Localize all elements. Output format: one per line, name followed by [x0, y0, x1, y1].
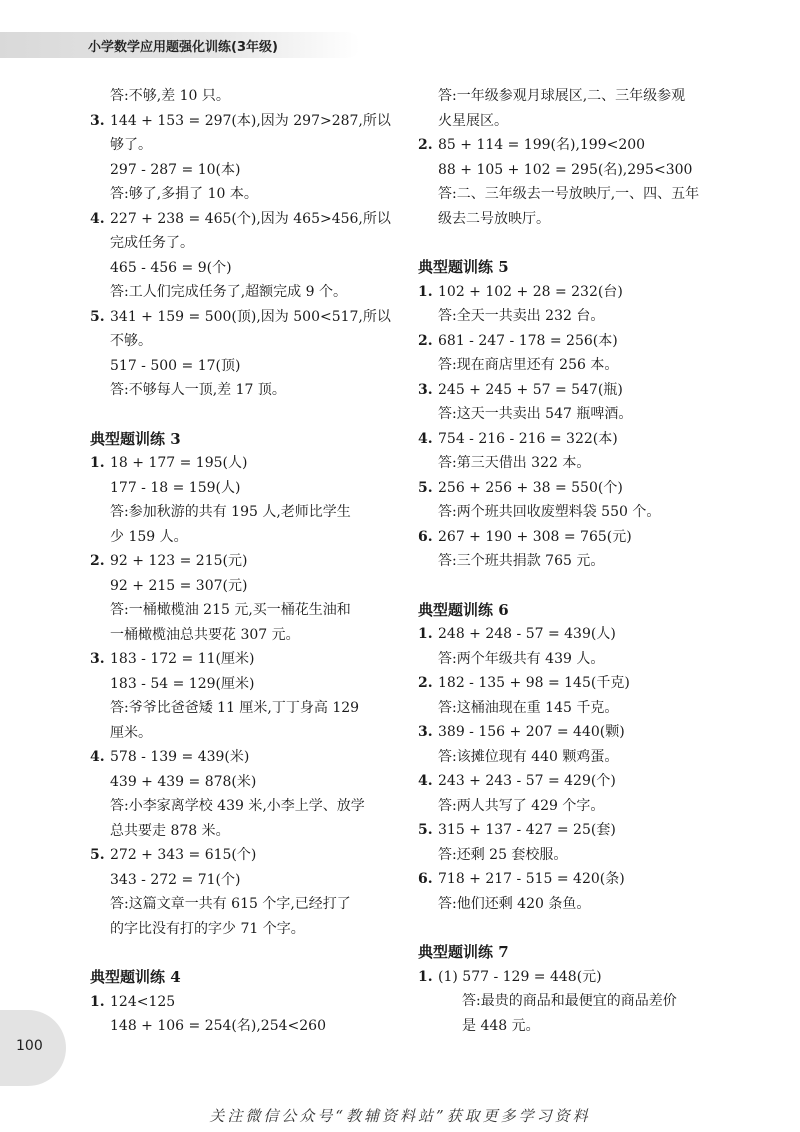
right-column: [418, 84, 723, 1038]
problem-line: [418, 525, 723, 550]
line-text: 答:这天一共卖出 547 瓶啤酒。: [438, 406, 633, 422]
line-text: 517 - 500 = 17(顶): [110, 357, 241, 374]
line-text: 级去二号放映厅。: [438, 210, 550, 227]
problem-number: 3.: [418, 381, 433, 398]
problem-number: 1.: [418, 968, 433, 985]
line-text: 是 448 元。: [462, 1017, 540, 1034]
problem-number: 3.: [90, 112, 105, 129]
answer-line: [90, 770, 395, 795]
problem-line: [90, 305, 395, 330]
line-text: 315 + 137 - 427 = 25(套): [438, 822, 616, 838]
line-text: 答:还剩 25 套校服。: [438, 846, 568, 863]
problem-line: [418, 622, 723, 647]
line-text: 88 + 105 + 102 = 295(名),295<300: [438, 161, 693, 178]
answer-line: [90, 868, 395, 893]
problem-line: [90, 451, 395, 476]
line-text: 答:两人共写了 429 个字。: [438, 797, 605, 814]
problem-number: 3.: [418, 724, 433, 740]
line-text: 18 + 177 = 195(人): [110, 455, 248, 471]
line-text: 144 + 153 = 297(本),因为 297>287,所以: [110, 112, 391, 129]
answer-line: [90, 721, 395, 746]
problem-number: 2.: [418, 675, 433, 691]
answer-line: [90, 623, 395, 648]
answer-line: [90, 158, 395, 183]
line-text: 答:一桶橄榄油 215 元,买一桶花生油和: [110, 602, 351, 618]
line-text: 124<125: [110, 993, 176, 1010]
line-text: 177 - 18 = 159(人): [110, 479, 241, 496]
section-gap: [418, 916, 723, 940]
line-text: 578 - 139 = 439(米): [110, 749, 250, 765]
answer-line: [90, 525, 395, 550]
line-text: 少 159 人。: [110, 528, 188, 545]
line-text: 够了。: [110, 137, 152, 153]
line-text: 答:这桶油现在重 145 千克。: [438, 699, 619, 716]
line-text: 答:够了,多捐了 10 本。: [110, 186, 258, 202]
answer-line: [418, 647, 723, 672]
line-text: 不够。: [110, 333, 152, 349]
answer-line: [90, 500, 395, 525]
answer-line: [90, 378, 395, 403]
problem-number: 4.: [418, 773, 433, 789]
answer-line: [418, 549, 723, 574]
line-text: (1) 577 - 129 = 448(元): [438, 968, 602, 985]
problem-line: [90, 990, 395, 1015]
answer-line: [418, 745, 723, 770]
problem-line: [90, 549, 395, 574]
line-text: 的字比没有打的字少 71 个字。: [110, 920, 305, 937]
answer-line: [418, 402, 723, 427]
answer-line: [90, 819, 395, 844]
problem-number: 1.: [90, 455, 105, 471]
line-text: 183 - 172 = 11(厘米): [110, 651, 255, 667]
line-text: 答:两个年级共有 439 人。: [438, 650, 605, 667]
line-text: 297 - 287 = 10(本): [110, 161, 241, 178]
problem-number: 6.: [418, 528, 433, 545]
answer-line: [418, 892, 723, 917]
line-text: 答:三个班共捐款 765 元。: [438, 553, 605, 569]
page-number: 100: [16, 1038, 43, 1054]
problem-line: [418, 818, 723, 843]
problem-number: 1.: [418, 626, 433, 642]
answer-line: [90, 84, 395, 109]
line-text: 256 + 256 + 38 = 550(个): [438, 479, 623, 496]
answer-line: [418, 158, 723, 183]
answer-line: [418, 1014, 723, 1039]
problem-number: 5.: [418, 822, 433, 838]
answer-line: [418, 84, 723, 109]
line-text: 答:全天一共卖出 232 台。: [438, 308, 605, 324]
answer-line: [418, 109, 723, 134]
problem-number: 4.: [90, 749, 105, 765]
line-text: 答:二、三年级去一号放映厅,一、四、五年: [438, 186, 700, 202]
problem-number: 5.: [90, 308, 105, 325]
line-text: 答:一年级参观月球展区,二、三年级参观: [438, 88, 686, 104]
line-text: 341 + 159 = 500(顶),因为 500<517,所以: [110, 308, 391, 325]
line-text: 754 - 216 - 216 = 322(本): [438, 430, 618, 447]
footer-watermark-note: 关注微信公众号“教辅资料站”获取更多学习资料: [209, 1107, 591, 1125]
section-heading: 典型题训练 3: [90, 429, 181, 448]
section-heading: 典型题训练 5: [418, 258, 509, 276]
answer-line: [418, 989, 723, 1014]
line-text: 答:两个班共回收废塑料袋 550 个。: [438, 504, 661, 520]
section-heading: 典型题训练 6: [418, 600, 509, 619]
line-text: 答:不够,差 10 只。: [110, 88, 230, 104]
line-text: 厘米。: [110, 724, 152, 741]
problem-number: 2.: [90, 553, 105, 569]
line-text: 182 - 135 + 98 = 145(千克): [438, 675, 630, 691]
line-text: 92 + 215 = 307(元): [110, 577, 248, 594]
line-text: 267 + 190 + 308 = 765(元): [438, 528, 632, 545]
line-text: 439 + 439 = 878(米): [110, 773, 257, 790]
problem-line: [418, 329, 723, 354]
line-text: 答:第三天借出 322 本。: [438, 455, 591, 471]
problem-number: 1.: [90, 993, 105, 1010]
problem-number: 6.: [418, 871, 433, 887]
problem-number: 2.: [418, 137, 433, 153]
problem-line: [418, 720, 723, 745]
section-gap: [90, 403, 395, 427]
answer-line: [90, 133, 395, 158]
answer-line: [90, 329, 395, 354]
problem-line: [90, 647, 395, 672]
answer-line: [90, 231, 395, 256]
problem-number: 5.: [90, 847, 105, 863]
line-text: 718 + 217 - 515 = 420(条): [438, 871, 625, 887]
answer-line: [90, 917, 395, 942]
answer-line: [90, 892, 395, 917]
problem-number: 4.: [418, 430, 433, 447]
answer-line: [90, 696, 395, 721]
problem-line: [418, 427, 723, 452]
line-text: 343 - 272 = 71(个): [110, 871, 241, 888]
section-heading: 典型题训练 7: [418, 943, 509, 961]
problem-line: [90, 207, 395, 232]
line-text: 火星展区。: [438, 112, 508, 129]
line-text: 答:工人们完成任务了,超额完成 9 个。: [110, 284, 347, 300]
section-gap: [418, 574, 723, 598]
line-text: 243 + 243 - 57 = 429(个): [438, 773, 616, 789]
problem-line: [418, 280, 723, 305]
line-text: 85 + 114 = 199(名),199<200: [438, 137, 646, 153]
answer-line: [90, 574, 395, 599]
line-text: 465 - 456 = 9(个): [110, 259, 232, 276]
problem-line: [90, 843, 395, 868]
answer-line: [90, 182, 395, 207]
line-text: 272 + 343 = 615(个): [110, 847, 257, 863]
answer-line: [418, 207, 723, 232]
line-text: 227 + 238 = 465(个),因为 465>456,所以: [110, 210, 391, 227]
line-text: 一桶橄榄油总共要花 307 元。: [110, 626, 300, 643]
line-text: 183 - 54 = 129(厘米): [110, 675, 255, 692]
answer-line: [90, 280, 395, 305]
line-text: 答:小李家离学校 439 米,小李上学、放学: [110, 798, 365, 814]
answer-line: [90, 354, 395, 379]
line-text: 245 + 245 + 57 = 547(瓶): [438, 381, 623, 398]
answer-line: [418, 794, 723, 819]
answer-line: [418, 843, 723, 868]
problem-line: [418, 867, 723, 892]
problem-number: 4.: [90, 210, 105, 227]
line-text: 答:现在商店里还有 256 本。: [438, 357, 619, 373]
line-text: 92 + 123 = 215(元): [110, 553, 248, 569]
line-text: 148 + 106 = 254(名),254<260: [110, 1018, 326, 1034]
problem-line: [90, 109, 395, 134]
line-text: 答:最贵的商品和最便宜的商品差价: [462, 993, 677, 1009]
line-text: 248 + 248 - 57 = 439(人): [438, 626, 616, 642]
answer-line: [418, 696, 723, 721]
answer-line: [90, 476, 395, 501]
answer-line: [90, 672, 395, 697]
problem-number: 1.: [418, 283, 433, 300]
answer-line: [418, 182, 723, 207]
answer-line: [90, 794, 395, 819]
problem-number: 5.: [418, 479, 433, 496]
problem-number: 3.: [90, 651, 105, 667]
line-text: 答:参加秋游的共有 195 人,老师比学生: [110, 504, 351, 520]
line-text: 102 + 102 + 28 = 232(台): [438, 283, 623, 300]
line-text: 答:该摊位现有 440 颗鸡蛋。: [438, 748, 619, 765]
line-text: 681 - 247 - 178 = 256(本): [438, 332, 618, 349]
line-text: 总共要走 878 米。: [110, 822, 230, 839]
line-text: 答:爷爷比爸爸矮 11 厘米,丁丁身高 129: [110, 700, 360, 716]
problem-line: [418, 671, 723, 696]
answer-line: [90, 598, 395, 623]
problem-line: [418, 476, 723, 501]
answer-line: [90, 256, 395, 281]
line-text: 答:不够每人一顶,差 17 顶。: [110, 382, 286, 398]
answer-line: [418, 304, 723, 329]
line-text: 389 - 156 + 207 = 440(颗): [438, 724, 625, 740]
running-header-title: 小学数学应用题强化训练(3年级): [88, 40, 278, 55]
problem-line: [418, 133, 723, 158]
problem-number: 2.: [418, 332, 433, 349]
problem-line: [418, 965, 723, 990]
section-gap: [90, 941, 395, 965]
section-heading: 典型题训练 4: [90, 968, 181, 986]
section-gap: [418, 231, 723, 255]
problem-line: [418, 769, 723, 794]
answer-line: [90, 1014, 395, 1039]
left-column: [90, 84, 395, 1039]
problem-line: [90, 745, 395, 770]
line-text: 完成任务了。: [110, 235, 194, 251]
answer-line: [418, 353, 723, 378]
answer-line: [418, 500, 723, 525]
answer-line: [418, 451, 723, 476]
line-text: 答:这篇文章一共有 615 个字,已经打了: [110, 896, 351, 912]
problem-line: [418, 378, 723, 403]
line-text: 答:他们还剩 420 条鱼。: [438, 895, 591, 912]
